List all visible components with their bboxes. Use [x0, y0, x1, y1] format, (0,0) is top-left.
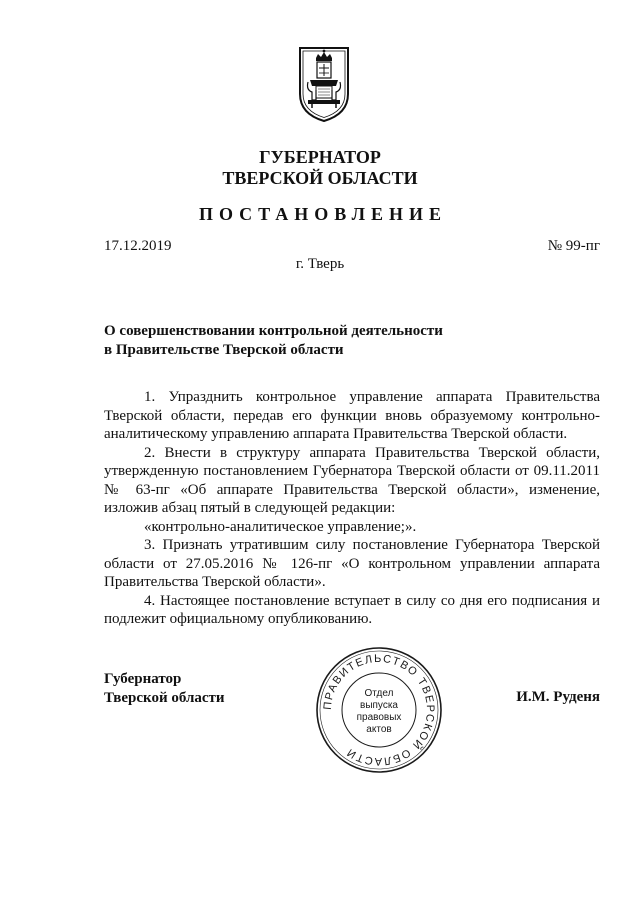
- paragraph-3: 3. Признать утратившим силу постановление Губернатора Тверской области от 27.05.2016 № 126-пг «О контрольном управлении аппарата Правительства Тверской области».: [104, 537, 600, 590]
- paragraph-4: 4. Настоящее постановление вступает в силу со дня его подписания и подлежит официальному опубликованию.: [104, 592, 600, 627]
- paragraph-1: 1. Упразднить контрольное управление аппарата Правительства Тверской области, передав его функции вновь образуемому контрольно-аналитическому управлению аппарата Правительства Тверской области.: [104, 389, 600, 442]
- document-number: № 99-пг: [547, 238, 600, 254]
- signatory-position-line1: Губернатор: [104, 671, 182, 687]
- document-city: г. Тверь: [295, 256, 345, 272]
- document-title: [104, 322, 443, 360]
- document-body: [104, 388, 600, 629]
- document-type: ПОСТАНОВЛЕНИЕ: [198, 204, 448, 224]
- seal-center-line2: выпуска: [360, 700, 398, 711]
- seal-ring-text: ПРАВИТЕЛЬСТВО ТВЕРСКОЙ ОБЛАСТИ: [321, 652, 437, 768]
- seal-center-line1: Отдел: [364, 688, 394, 699]
- signatory-name: И.М. Руденя: [516, 689, 600, 705]
- authority-title-line2: ТВЕРСКОЙ ОБЛАСТИ: [222, 168, 418, 188]
- seal-center-line4: актов: [366, 724, 392, 735]
- paragraph-2-quote: «контрольно-аналитическое управление;».: [144, 518, 417, 535]
- authority-title-line1: ГУБЕРНАТОР: [259, 147, 381, 167]
- document-title-line2: в Правительстве Тверской области: [104, 342, 344, 358]
- paragraph-2: 2. Внести в структуру аппарата Правительства Тверской области, утвержденную постановлением Губернатора Тверской области от 09.11.2011 № 63-пг «Об аппарате Правительства Тверской области», изменение, изложив абзац пятый в следующей редакции:: [104, 444, 600, 516]
- signatory-position-line2: Тверской области: [104, 690, 225, 706]
- tver-coat-of-arms-icon: [296, 44, 352, 124]
- seal-center-line3: правовых: [356, 712, 402, 723]
- signatory-position: [104, 670, 225, 708]
- official-seal: [314, 645, 444, 775]
- document-title-line1: О совершенствовании контрольной деятельности: [104, 323, 443, 339]
- document-date: 17.12.2019: [104, 238, 172, 254]
